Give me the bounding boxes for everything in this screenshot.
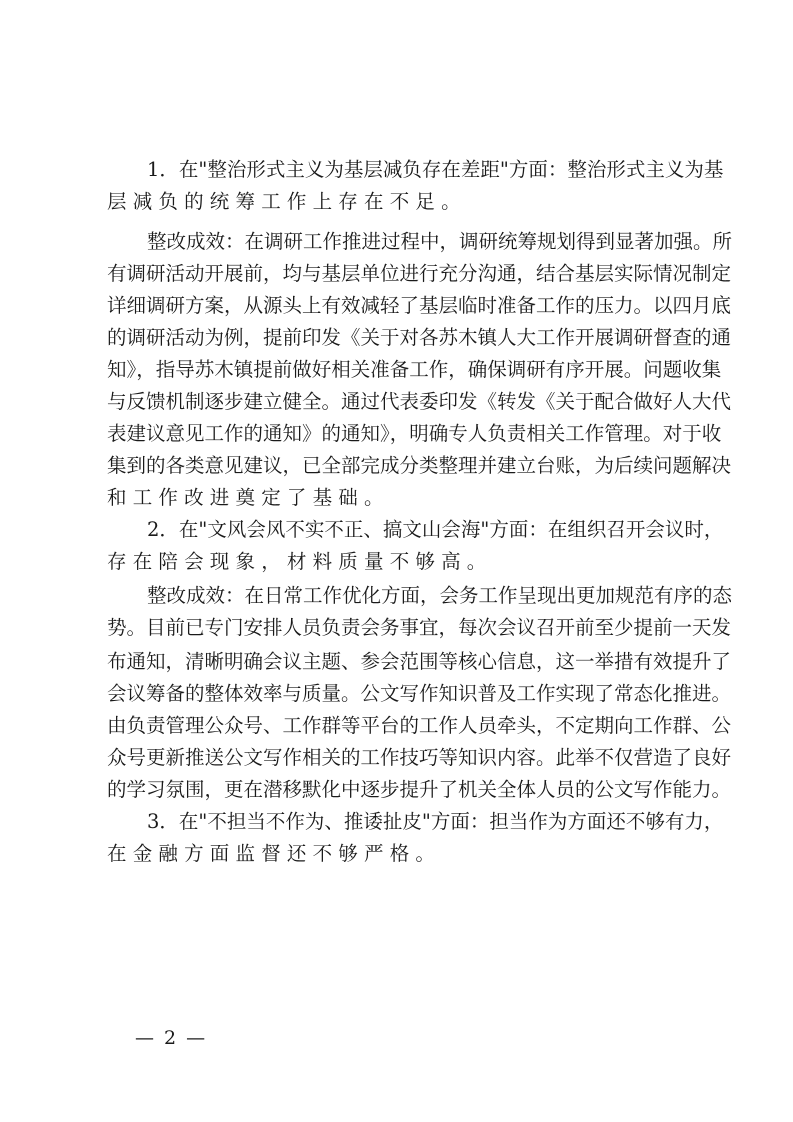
paragraph-line: 众号更新推送公文写作相关的工作技巧等知识内容。此举不仅营造了良好 bbox=[107, 746, 732, 769]
page-number: — 2 — bbox=[135, 1027, 208, 1049]
paragraph-line: 在金融方面监督还不够严格。 bbox=[107, 842, 442, 865]
paragraph-line: 详细调研方案，从源头上有效减轻了基层临时准备工作的压力。以四月底 bbox=[107, 294, 732, 317]
paragraph-line: 布通知，清晰明确会议主题、参会范围等核心信息，这一举措有效提升了 bbox=[107, 650, 732, 673]
paragraph-line: 由负责管理公众号、工作群等平台的工作人员牵头，不定期向工作群、公 bbox=[107, 714, 732, 737]
paragraph-line: 集到的各类意见建议，已全部完成分类整理并建立台账，为后续问题解决 bbox=[107, 454, 732, 477]
paragraph-line: 的学习氛围，更在潜移默化中逐步提升了机关全体人员的公文写作能力。 bbox=[107, 778, 732, 801]
paragraph-line: 势。目前已专门安排人员负责会务事宜，每次会议召开前至少提前一天发 bbox=[107, 616, 732, 639]
paragraph-line: 与反馈机制逐步建立健全。通过代表委印发《转发《关于配合做好人大代 bbox=[107, 390, 732, 413]
paragraph-line: 整改成效：在日常工作优化方面，会务工作呈现出更加规范有序的态 bbox=[147, 584, 733, 607]
paragraph-line: 3．在"不担当不作为、推诿扯皮"方面：担当作为方面还不够有力， bbox=[147, 810, 724, 833]
paragraph-line: 知》，指导苏木镇提前做好相关准备工作，确保调研有序开展。问题收集 bbox=[107, 358, 722, 381]
paragraph-line: 表建议意见工作的通知》的通知》，明确专人负责相关工作管理。对于收 bbox=[107, 422, 722, 445]
paragraph-line: 有调研活动开展前，均与基层单位进行充分沟通，结合基层实际情况制定 bbox=[107, 262, 732, 285]
paragraph-line: 整改成效：在调研工作推进过程中，调研统筹规划得到显著加强。所 bbox=[147, 230, 733, 253]
paragraph-line: 的调研活动为例，提前印发《关于对各苏木镇人大工作开展调研督查的通 bbox=[107, 326, 732, 349]
paragraph-line: 层减负的统筹工作上存在不足。 bbox=[107, 190, 467, 213]
paragraph-line: 2．在"文风会风不实不正、搞文山会海"方面：在组织召开会议时， bbox=[147, 518, 724, 541]
paragraph-line: 1．在"整治形式主义为基层减负存在差距"方面：整治形式主义为基 bbox=[147, 158, 724, 181]
paragraph-line: 会议筹备的整体效率与质量。公文写作知识普及工作实现了常态化推进。 bbox=[107, 682, 732, 705]
paragraph-line: 和工作改进奠定了基础。 bbox=[107, 486, 390, 509]
paragraph-line: 存在陪会现象，材料质量不够高。 bbox=[107, 550, 493, 573]
